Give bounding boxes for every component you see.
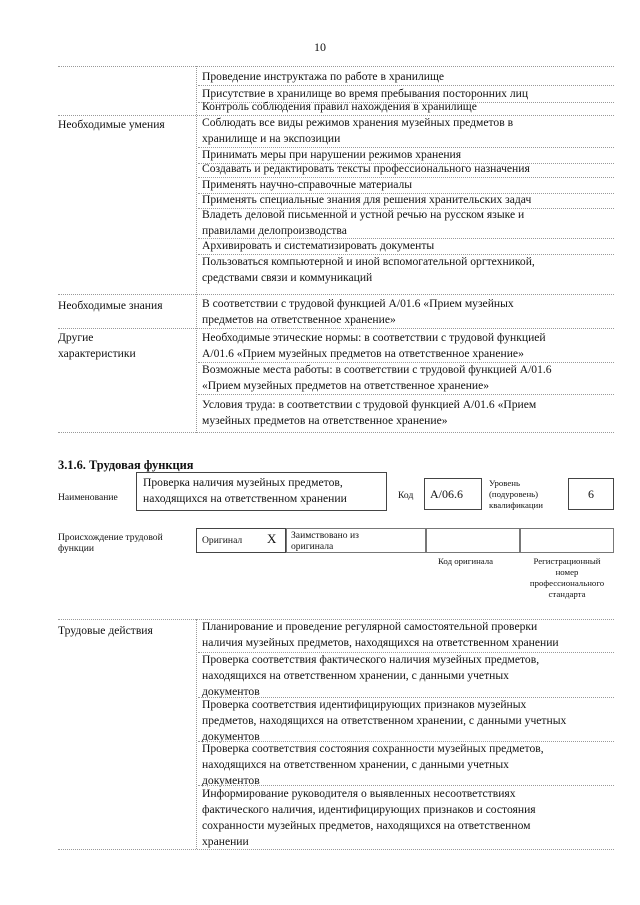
borrowed-box: Заимствовано из оригинала	[286, 528, 426, 553]
code-label: Код	[398, 490, 414, 501]
level-label: Уровень (подуровень) квалификации	[489, 478, 543, 510]
skill-item: Пользоваться компьютерной и иной вспомогательной оргтехникой, средствами связи и коммуникаций	[202, 255, 535, 284]
skills-label: Необходимые умения	[58, 118, 165, 131]
level-value: 6	[588, 487, 594, 501]
other-item: Возможные места работы: в соответствии с трудовой функцией А/01.6 «Прием музейных предметов на ответственное хранение»	[202, 363, 552, 392]
level-box	[568, 478, 614, 510]
labor-action-item: Проверка соответствия идентифицирующих признаков музейных предметов, находящихся на ответственном хранении, с данными учетных документов	[202, 698, 567, 743]
duty-item: Контроль соблюдения правил нахождения в хранилище	[202, 100, 477, 113]
duty-item: Проведение инструктажа по работе в хранилище	[202, 70, 445, 83]
other-item: Необходимые этические нормы: в соответствии с трудовой функцией А/01.6 «Прием музейных предметов на ответственное хранение»	[202, 331, 546, 360]
page-number: 10	[314, 40, 326, 54]
skill-item: Владеть деловой письменной и устной речью на русском языке и правилами делопроизводства	[202, 208, 525, 237]
skill-item: Принимать меры при нарушении режимов хранения	[202, 148, 462, 161]
original-box: Оригинал X	[196, 528, 286, 553]
skill-item: Соблюдать все виды режимов хранения музейных предметов в хранилище и на экспозиции	[202, 116, 514, 145]
other-item: Условия труда: в соответствии с трудовой функцией А/01.6 «Прием музейных предметов на ответственное хранение»	[202, 398, 537, 427]
original-mark: X	[267, 531, 277, 546]
skill-item: Применять специальные знания для решения хранительских задач	[202, 193, 532, 206]
labor-actions-label: Трудовые действия	[58, 624, 153, 637]
table-top-rule	[58, 66, 614, 67]
code-value: А/06.6	[430, 487, 463, 501]
column-divider	[196, 66, 197, 433]
name-label: Наименование	[58, 492, 118, 503]
section-heading: 3.1.6. Трудовая функция	[58, 458, 194, 472]
knowledge-item: В соответствии с трудовой функцией А/01.6 «Прием музейных предметов на ответственное хранение»	[202, 297, 514, 326]
skill-item: Применять научно-справочные материалы	[202, 178, 413, 191]
reg-number-cell	[520, 528, 614, 553]
skill-item: Создавать и редактировать тексты профессионального назначения	[202, 162, 530, 175]
skill-item: Архивировать и систематизировать документы	[202, 239, 435, 252]
labor-action-item: Планирование и проведение регулярной самостоятельной проверки наличия музейных предметов, находящихся на ответственном хранении	[202, 620, 559, 649]
code-original-cell	[426, 528, 520, 553]
reg-caption: Регистрационный номер профессионального стандарта	[529, 556, 605, 599]
function-name-box: Проверка наличия музейных предметов, находящихся на ответственном хранении	[136, 472, 387, 511]
duty-item: Присутствие в хранилище во время пребывания посторонних лиц	[202, 87, 529, 100]
labor-action-item: Проверка соответствия фактического наличия музейных предметов, находящихся на ответственном хранении, с данными учетных документов	[202, 653, 540, 698]
labor-action-item: Проверка соответствия состояния сохранности музейных предметов, находящихся на ответственном хранении, с данными учетных документов	[202, 742, 544, 787]
code-original-caption: Код оригинала	[438, 556, 494, 566]
labor-action-item: Информирование руководителя о выявленных несоответствиях фактического наличия, идентифицирующих признаков и состояния сохранности музейных предметов, находящихся на ответственном хранении	[202, 787, 536, 848]
code-box	[424, 478, 482, 510]
knowledge-label: Необходимые знания	[58, 299, 163, 312]
other-label: Другие характеристики	[58, 331, 136, 360]
origin-label: Происхождение трудовой функции	[58, 532, 163, 554]
